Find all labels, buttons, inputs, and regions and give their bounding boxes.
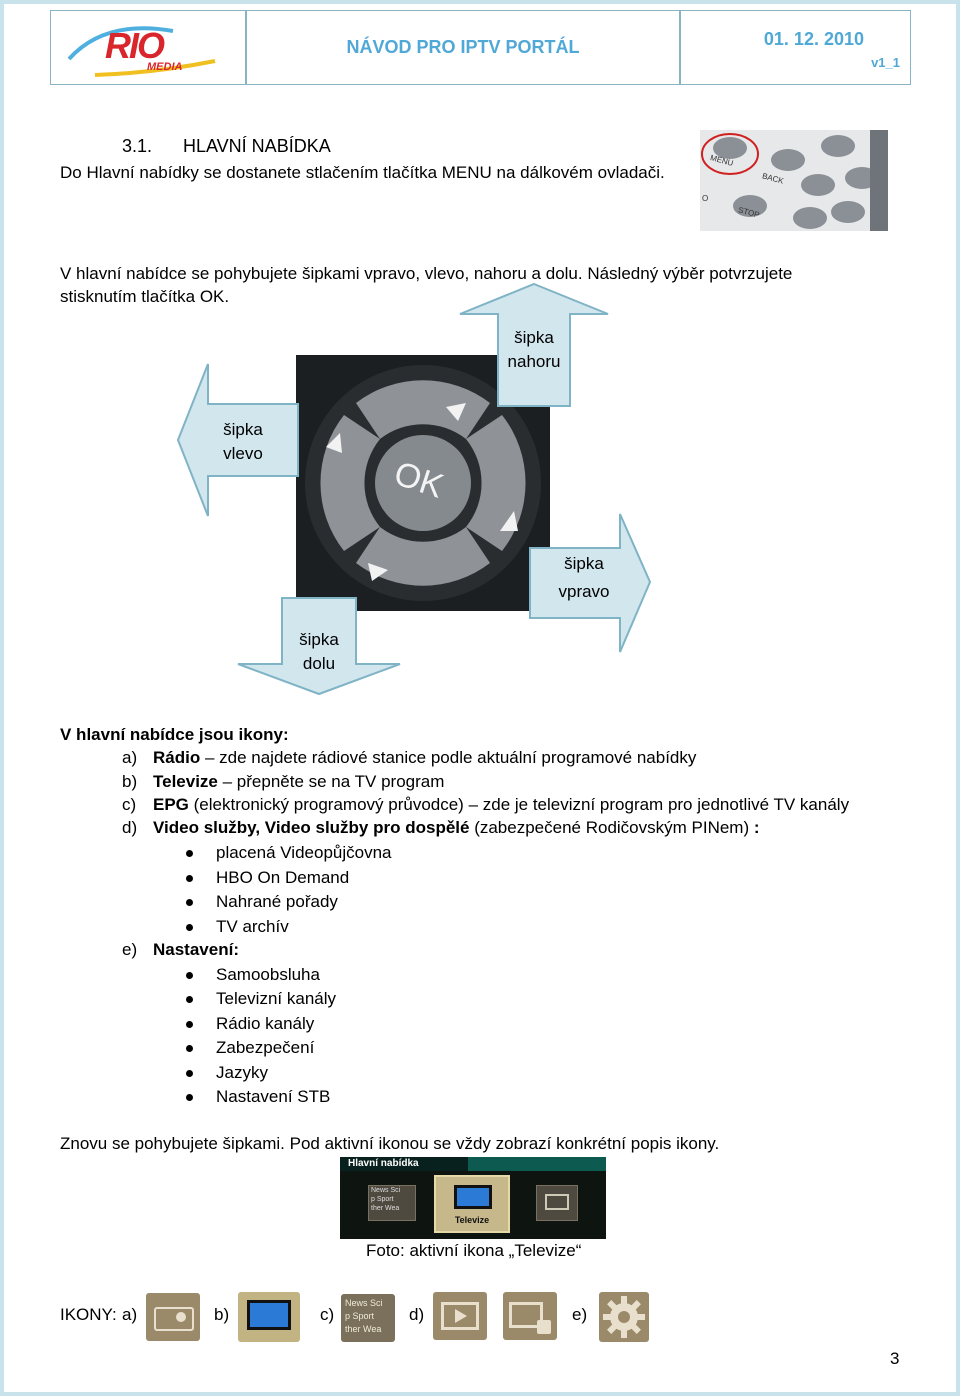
- epg-line: ther Wea: [345, 1324, 382, 1334]
- remote-menu-label: MENU: [709, 153, 735, 168]
- header-logo-cell: [50, 10, 246, 85]
- tv-icon: [238, 1292, 300, 1342]
- screenshot-title: Hlavní nabídka: [348, 1158, 419, 1169]
- video-icon: [433, 1292, 487, 1340]
- epg-line: p Sport: [345, 1311, 375, 1321]
- list-item-title: Video služby, Video služby pro dospělé: [153, 818, 470, 837]
- list-item: [153, 795, 849, 815]
- document-date: 01. 12. 2010: [763, 29, 864, 49]
- ok-button-label: OK: [389, 454, 448, 506]
- nav-text-line2: stisknutím tlačítka OK.: [60, 287, 230, 306]
- section-number: 3.1.: [122, 136, 153, 156]
- icons-row-label: IKONY:: [60, 1305, 117, 1324]
- list-item: [153, 940, 239, 960]
- screenshot-epg-tile: [368, 1185, 416, 1221]
- icon-a-label: a): [122, 1305, 138, 1324]
- sub-item: Rádio kanály: [216, 1014, 315, 1033]
- bullet: [186, 1021, 193, 1028]
- document-version: v1_1: [871, 55, 900, 70]
- list-item-title: Rádio: [153, 748, 201, 767]
- arrow-up-label-1: šipka: [514, 328, 554, 347]
- arrow-left-label-2: vlevo: [223, 444, 263, 463]
- list-item: [122, 795, 136, 815]
- logo-sub: MEDIA: [147, 61, 183, 73]
- bullet: [186, 850, 193, 857]
- icon-b-label: b): [214, 1305, 230, 1324]
- bullet: [186, 1070, 193, 1077]
- list-item: [122, 748, 137, 768]
- list-item-marker: c): [122, 795, 137, 814]
- icons-heading: V hlavní nabídce jsou ikony:: [60, 725, 289, 744]
- list-item-colon: :: [753, 818, 760, 837]
- arrow-down-label-2: dolu: [302, 654, 336, 673]
- arrow-down-label-1: šipka: [299, 630, 339, 649]
- icon-c-label: c): [320, 1305, 335, 1324]
- list-item: [122, 818, 137, 838]
- epg-line: News Sci: [371, 1187, 401, 1194]
- screenshot-video-tile: [536, 1185, 578, 1221]
- remote-stop-label: STOP: [737, 205, 761, 220]
- icon-d-label: d): [409, 1305, 425, 1324]
- remote-back-label: BACK: [761, 171, 785, 186]
- active-tile-label: Televize: [454, 1215, 490, 1225]
- sub-item: Zabezpečení: [216, 1038, 315, 1057]
- logo-main: RIO: [105, 25, 164, 66]
- sub-item: Nastavení STB: [216, 1087, 331, 1106]
- footer-paragraph: Znovu se pohybujete šipkami. Pod aktivní ikonou se vždy zobrazí konkrétní popis ikony.: [60, 1134, 720, 1153]
- list-item: [153, 772, 444, 792]
- bullet: [186, 899, 193, 906]
- page-number: 3: [890, 1349, 900, 1368]
- arrow-right-label-1: šipka: [564, 554, 604, 573]
- header-title-cell: [246, 10, 680, 85]
- list-item-text: – přepněte se na TV program: [217, 772, 445, 791]
- arrow-right-label-2: vpravo: [558, 582, 610, 601]
- sub-item: TV archív: [216, 917, 289, 936]
- sub-item: Nahrané pořady: [216, 892, 338, 911]
- bullet: [186, 1045, 193, 1052]
- epg-line: ther Wea: [371, 1205, 400, 1212]
- adult-video-icon: [503, 1292, 557, 1340]
- list-item-title: Televize: [153, 772, 218, 791]
- list-item: [153, 748, 696, 768]
- list-item: [122, 940, 137, 960]
- radio-icon: [146, 1293, 200, 1341]
- sub-item: Televizní kanály: [216, 989, 337, 1008]
- sub-item: Samoobsluha: [216, 965, 320, 984]
- list-item-marker: a): [122, 748, 138, 767]
- epg-line: p Sport: [371, 1196, 394, 1203]
- remote-photo: [700, 130, 888, 231]
- list-item-marker: e): [122, 940, 138, 959]
- tv-icon: [454, 1185, 492, 1209]
- list-item-text: (elektronický programový průvodce) – zde je televizní program pro jednotlivé TV kanály: [188, 795, 850, 814]
- bullet: [186, 996, 193, 1003]
- bullet: [186, 972, 193, 979]
- document-title: NÁVOD PRO IPTV PORTÁL: [346, 37, 580, 57]
- photo-caption: Foto: aktivní ikona „Televize“: [366, 1241, 582, 1260]
- bullet: [186, 1094, 193, 1101]
- lock-icon: [537, 1320, 551, 1334]
- icon-e-label: e): [572, 1305, 588, 1324]
- list-item-text: – zde najdete rádiové stanice podle aktuální programové nabídky: [200, 748, 697, 767]
- sub-item: placená Videopůjčovna: [216, 843, 392, 862]
- remote-info-label: O: [702, 194, 709, 203]
- list-item-title: Nastavení:: [153, 940, 239, 959]
- section-title: HLAVNÍ NABÍDKA: [183, 136, 331, 156]
- list-item-text: (zabezpečené Rodičovským PINem): [469, 818, 754, 837]
- gear-icon: [599, 1292, 649, 1342]
- epg-line: News Sci: [345, 1298, 383, 1308]
- intro-text: Do Hlavní nabídky se dostanete stlačením tlačítka MENU na dálkovém ovladači.: [60, 163, 665, 182]
- epg-icon: [341, 1294, 395, 1342]
- arrow-left-label-1: šipka: [223, 420, 263, 439]
- bullet: [186, 924, 193, 931]
- arrow-up-label-2: nahoru: [507, 352, 561, 371]
- main-menu-screenshot: [340, 1157, 606, 1239]
- screenshot-active-tv-tile[interactable]: [434, 1175, 510, 1233]
- sub-item: HBO On Demand: [216, 868, 350, 887]
- list-item-marker: d): [122, 818, 138, 837]
- bullet: [186, 875, 193, 882]
- header-date-cell: [680, 10, 911, 85]
- list-item: [122, 772, 137, 792]
- list-item-marker: b): [122, 772, 138, 791]
- film-icon: [545, 1194, 569, 1210]
- nav-text-line1: V hlavní nabídce se pohybujete šipkami vpravo, vlevo, nahoru a dolu. Následný výběr potvrzujete: [60, 264, 793, 283]
- sub-item: Jazyky: [216, 1063, 268, 1082]
- list-item-title: EPG: [153, 795, 189, 814]
- list-item: [153, 818, 760, 838]
